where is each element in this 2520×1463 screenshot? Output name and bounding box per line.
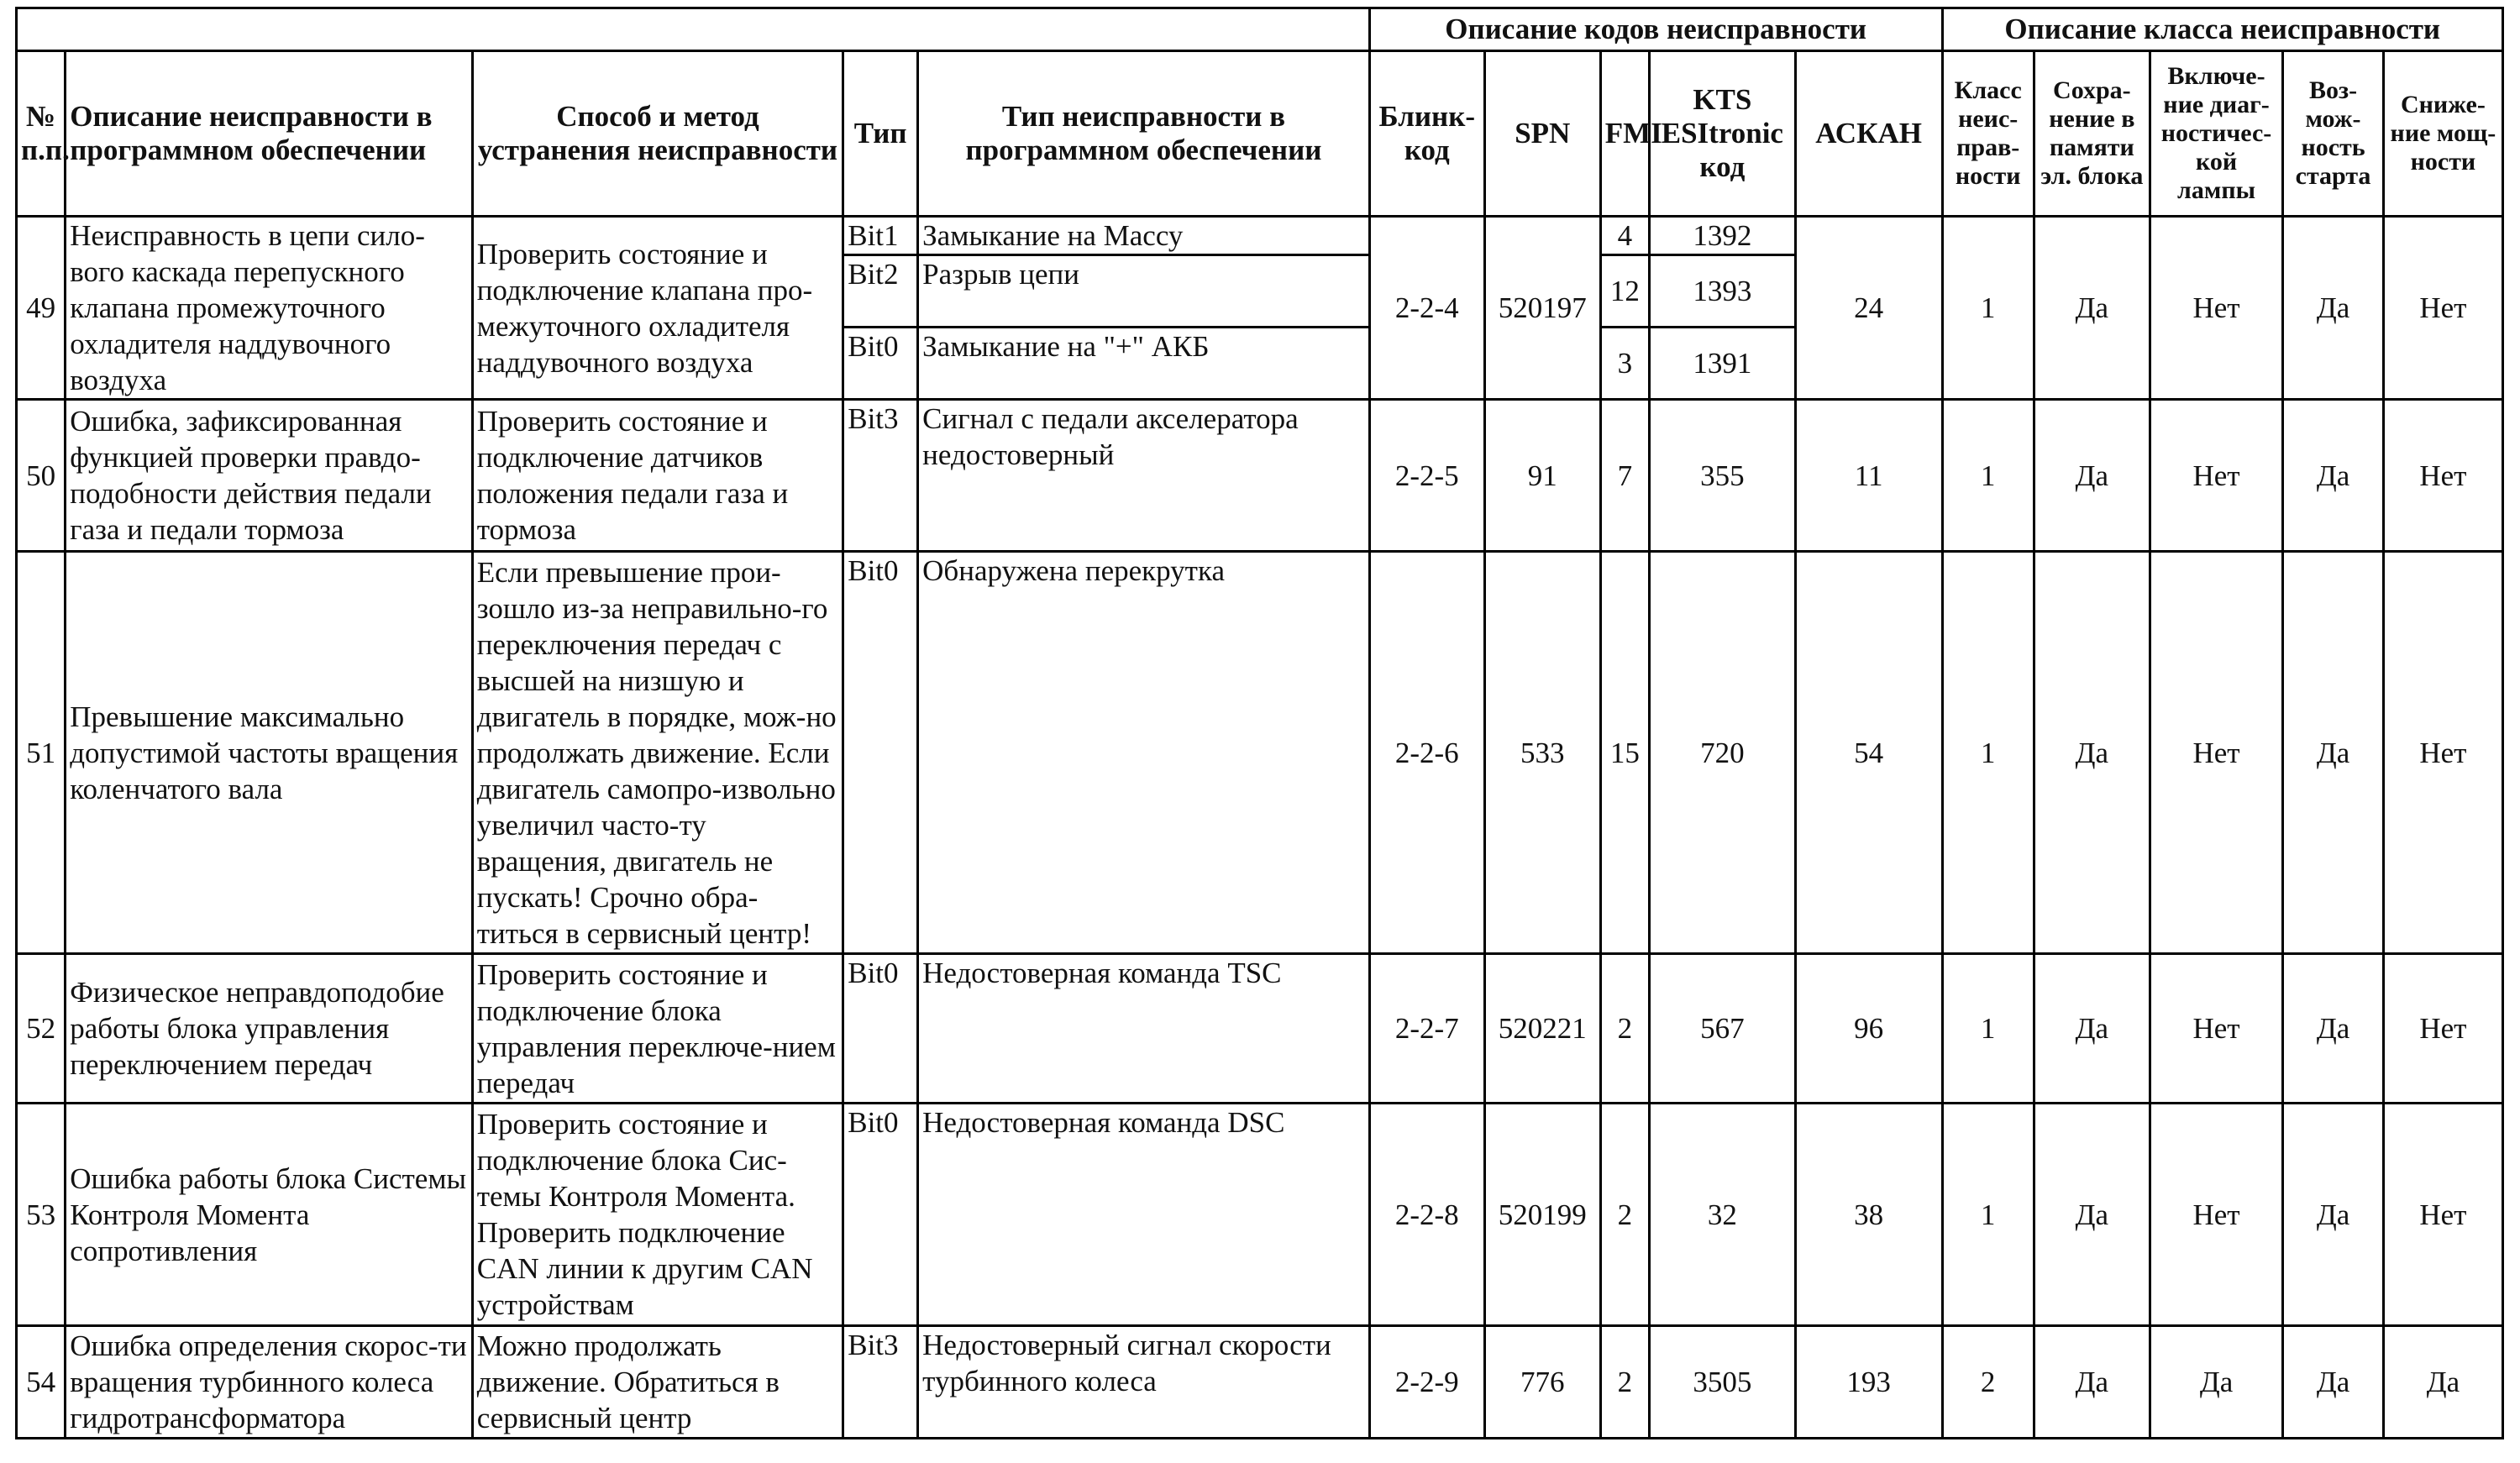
row-bit-kts: 1392 (1649, 217, 1795, 255)
row-blink: 2-2-8 (1369, 1104, 1484, 1326)
row-bit-fmi: 4 (1600, 217, 1649, 255)
row-askan: 24 (1795, 217, 1942, 400)
row-fault-class: 1 (1942, 400, 2034, 552)
row-num: 53 (17, 1104, 66, 1326)
row-description: Неисправность в цепи сило-вого каскада перепускного клапана промежуточного охладителя наддувочного воздуха (66, 217, 472, 400)
row-num: 50 (17, 400, 66, 552)
row-save-memory: Да (2034, 217, 2150, 400)
col-fault-type: Тип неисправности в программном обеспечении (918, 51, 1370, 217)
row-num: 49 (17, 217, 66, 400)
row-bit-type: Bit2 (843, 255, 918, 328)
row-type: Bit3 (843, 400, 918, 552)
row-fault-class: 1 (1942, 1104, 2034, 1326)
header-blank (17, 8, 1370, 51)
row-kts: 720 (1649, 552, 1795, 954)
row-spn: 520221 (1484, 954, 1600, 1104)
fault-codes-table (15, 7, 2504, 1439)
row-power: Нет (2383, 217, 2502, 400)
row-blink: 2-2-7 (1369, 954, 1484, 1104)
row-askan: 96 (1795, 954, 1942, 1104)
table-row (17, 400, 2503, 552)
table-row (17, 954, 2503, 1104)
row-askan: 54 (1795, 552, 1942, 954)
row-description: Ошибка работы блока Системы Контроля Момента сопротивления (66, 1104, 472, 1326)
row-bit-fault: Замыкание на Массу (918, 217, 1370, 255)
row-fault-class: 1 (1942, 217, 2034, 400)
row-spn: 776 (1484, 1326, 1600, 1439)
row-type: Bit0 (843, 1104, 918, 1326)
row-fault-class: 2 (1942, 1326, 2034, 1439)
row-description: Ошибка, зафиксированная функцией проверки правдо-подобности действия педали газа и педали тормоза (66, 400, 472, 552)
row-bit-fmi: 12 (1600, 255, 1649, 328)
row-method: Если превышение прои-зошло из-за неправильно-го переключения передач с высшей на низшую и двигатель в порядке, мож-но продолжать движение. Если двигатель самопро-извольно увеличил часто-ту вращения, двигатель не пускать! Срочно обра-титься в сервисный центр! (472, 552, 843, 954)
row-lamp: Нет (2150, 954, 2282, 1104)
row-fmi: 2 (1600, 1104, 1649, 1326)
row-askan: 11 (1795, 400, 1942, 552)
row-save-memory: Да (2034, 954, 2150, 1104)
row-description: Превышение максимально допустимой частоты вращения коленчатого вала (66, 552, 472, 954)
col-kts: KTS ESItronic код (1649, 51, 1795, 217)
row-bit-fault: Разрыв цепи (918, 255, 1370, 328)
col-blink: Блинк-код (1369, 51, 1484, 217)
row-kts: 355 (1649, 400, 1795, 552)
row-blink: 2-2-4 (1369, 217, 1484, 400)
row-spn: 520197 (1484, 217, 1600, 400)
row-description: Физическое неправдоподобие работы блока управления переключением передач (66, 954, 472, 1104)
row-fmi: 2 (1600, 1326, 1649, 1439)
group-header-class: Описание класса неисправности (1942, 8, 2503, 51)
col-lamp: Включе-ние диаг-ностичес-кой лампы (2150, 51, 2282, 217)
row-blink: 2-2-9 (1369, 1326, 1484, 1439)
row-power: Да (2383, 1326, 2502, 1439)
row-blink: 2-2-6 (1369, 552, 1484, 954)
col-method: Способ и метод устранения неисправности (472, 51, 843, 217)
row-type: Bit0 (843, 954, 918, 1104)
row-bit-kts: 1391 (1649, 328, 1795, 400)
row-start: Да (2283, 1326, 2384, 1439)
row-power: Нет (2383, 954, 2502, 1104)
row-method: Проверить состояние и подключение блока управления переключе-нием передач (472, 954, 843, 1104)
row-kts: 567 (1649, 954, 1795, 1104)
col-fmi: FMI (1600, 51, 1649, 217)
row-save-memory: Да (2034, 1326, 2150, 1439)
row-spn: 91 (1484, 400, 1600, 552)
row-spn: 533 (1484, 552, 1600, 954)
row-fmi: 2 (1600, 954, 1649, 1104)
row-kts: 32 (1649, 1104, 1795, 1326)
row-askan: 193 (1795, 1326, 1942, 1439)
row-spn: 520199 (1484, 1104, 1600, 1326)
row-save-memory: Да (2034, 552, 2150, 954)
row-fault-type: Недостоверная команда DSC (918, 1104, 1370, 1326)
row-description: Ошибка определения скорос-ти вращения турбинного колеса гидротрансформатора (66, 1326, 472, 1439)
row-lamp: Да (2150, 1326, 2282, 1439)
col-spn: SPN (1484, 51, 1600, 217)
table-row (17, 1104, 2503, 1326)
row-method: Можно продолжать движение. Обратиться в сервисный центр (472, 1326, 843, 1439)
row-lamp: Нет (2150, 552, 2282, 954)
row-fault-type: Обнаружена перекрутка (918, 552, 1370, 954)
row-start: Да (2283, 1104, 2384, 1326)
row-kts: 3505 (1649, 1326, 1795, 1439)
row-fault-type: Недостоверная команда TSC (918, 954, 1370, 1104)
row-method: Проверить состояние и подключение клапана про-межуточного охладителя наддувочного воздуха (472, 217, 843, 400)
table-row (17, 1326, 2503, 1439)
row-type: Bit0 (843, 552, 918, 954)
col-num: № п.п. (17, 51, 66, 217)
row-start: Да (2283, 400, 2384, 552)
row-type: Bit3 (843, 1326, 918, 1439)
row-bit-type: Bit0 (843, 328, 918, 400)
col-askan: АСКАН (1795, 51, 1942, 217)
row-lamp: Нет (2150, 400, 2282, 552)
row-power: Нет (2383, 400, 2502, 552)
row-fault-type: Недостоверный сигнал скорости турбинного колеса (918, 1326, 1370, 1439)
row-start: Да (2283, 954, 2384, 1104)
row-num: 54 (17, 1326, 66, 1439)
col-description: Описание неисправности в программном обеспечении (66, 51, 472, 217)
col-power: Сниже-ние мощ-ности (2383, 51, 2502, 217)
row-bit-fault: Замыкание на "+" АКБ (918, 328, 1370, 400)
row-num: 51 (17, 552, 66, 954)
row-fault-type: Сигнал с педали акселератора недостоверный (918, 400, 1370, 552)
group-header-row (17, 8, 2503, 51)
row-method: Проверить состояние и подключение блока Сис-темы Контроля Момента. Проверить подключение CAN линии к другим CAN устройствам (472, 1104, 843, 1326)
row-fmi: 7 (1600, 400, 1649, 552)
col-start: Воз-мож-ность старта (2283, 51, 2384, 217)
group-header-codes: Описание кодов неисправности (1369, 8, 1942, 51)
row-method: Проверить состояние и подключение датчиков положения педали газа и тормоза (472, 400, 843, 552)
col-fault-class: Класс неис-прав-ности (1942, 51, 2034, 217)
row-blink: 2-2-5 (1369, 400, 1484, 552)
row-bit-fmi: 3 (1600, 328, 1649, 400)
column-header-row (17, 51, 2503, 217)
row-askan: 38 (1795, 1104, 1942, 1326)
row-power: Нет (2383, 1104, 2502, 1326)
row-power: Нет (2383, 552, 2502, 954)
col-save-memory: Сохра-нение в памяти эл. блока (2034, 51, 2150, 217)
row-start: Да (2283, 552, 2384, 954)
row-bit-type: Bit1 (843, 217, 918, 255)
row-lamp: Нет (2150, 217, 2282, 400)
row-bit-kts: 1393 (1649, 255, 1795, 328)
row-start: Да (2283, 217, 2384, 400)
row-save-memory: Да (2034, 400, 2150, 552)
row-fmi: 15 (1600, 552, 1649, 954)
row-save-memory: Да (2034, 1104, 2150, 1326)
row-fault-class: 1 (1942, 954, 2034, 1104)
row-num: 52 (17, 954, 66, 1104)
col-type: Тип (843, 51, 918, 217)
table-row (17, 552, 2503, 954)
row-fault-class: 1 (1942, 552, 2034, 954)
row-lamp: Нет (2150, 1104, 2282, 1326)
